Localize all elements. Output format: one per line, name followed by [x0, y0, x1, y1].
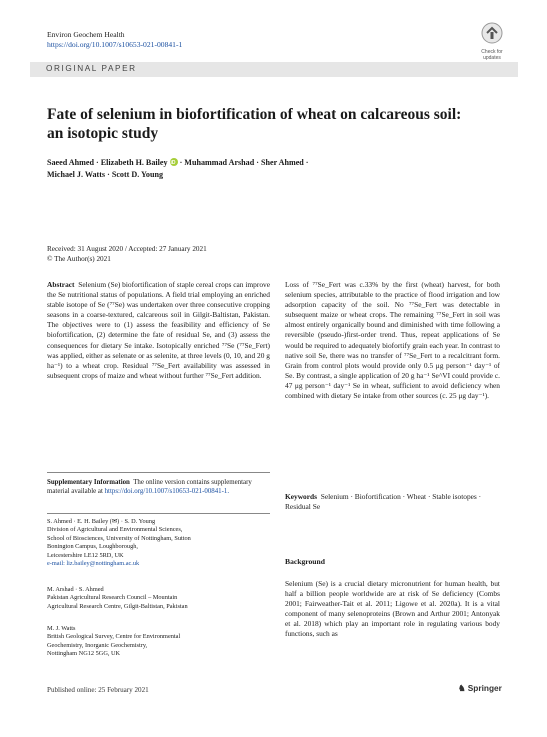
affiliation-1: [47, 518, 270, 568]
crossmark-label-1: Check for: [481, 49, 503, 55]
affil-line: Pakistan Agricultural Research Council – Mountain: [47, 594, 178, 602]
supplementary-label: Supplementary Information: [47, 479, 130, 486]
affil-line: Bonington Campus, Loughborough,: [47, 543, 138, 551]
received-accepted: Received: 31 August 2020 / Accepted: 27 January 2021: [47, 245, 207, 253]
crossmark-badge[interactable]: [474, 22, 510, 61]
supplementary-link[interactable]: https://doi.org/10.1007/s10653-021-00841-1.: [104, 488, 230, 495]
journal-header: [47, 30, 182, 50]
publisher-logo: [458, 683, 502, 693]
orcid-icon[interactable]: [170, 158, 178, 166]
divider: [47, 472, 270, 473]
springer-horse-icon: ♞: [458, 683, 466, 693]
article-title: Fate of selenium in biofortification of wheat on calcareous soil: an isotopic study: [47, 106, 462, 142]
affil-line: S. Ahmed · E. H. Bailey (✉) · S. D. Young: [47, 518, 156, 525]
divider: [47, 513, 270, 514]
crossmark-icon: [481, 22, 503, 44]
background-text: Selenium (Se) is a crucial dietary micronutrient for human health, but half a billion people worldwide are at risk of Se deficiency (Combs 2001; Fairweather-Tait et al. 2011; Ligowe et al. 2020a). It is a vital component of many selenoproteins (Brown and Arthur 2001; Antonyak et al. 2018) which play an important role in regulating various body functions, such as: [285, 579, 500, 639]
affil-line: Nottingham NG12 5GG, UK: [47, 650, 121, 658]
abstract-continued: Loss of ⁷⁷Se_Fert was c.33% by the first (wheat) harvest, for both selenium species, attributable to the practice of flood irrigation and low adsorption capacity of the soil. No ⁷⁷Se_Fert was detectable in subsequent maize or wheat crops. The remaining ⁷⁷Se_Fert in soil was almost entirely organically bound and diminished with time following a reversible (pseudo-)first-order trend. Thus, repeat applications of Se would be required to adequately biofortify grain each year. In contrast to native soil Se, there was no transfer of ⁷⁷Se_Fert to a recalcitrant form. Grain from control plots would provide only 0.5 μg person⁻¹ day⁻¹ of Se. By contrast, a single application of 20 g ha⁻¹ Se^VI could provide c. 47 μg person⁻¹ day⁻¹ Se in wheat, sufficient to avoid deficiency when combined with dietary Se intake from other sources (c. 25 μg day⁻¹).: [285, 280, 500, 401]
affiliation-2: [47, 586, 270, 611]
affil-line: School of Biosciences, University of Nottingham, Sutton: [47, 534, 191, 542]
author-list: [47, 157, 377, 181]
abstract-block: [47, 280, 270, 381]
affil-line: Geochemistry, Inorganic Geochemistry,: [47, 641, 148, 649]
affiliation-3: [47, 625, 270, 659]
affil-line: Division of Agricultural and Environmental Sciences,: [47, 526, 183, 534]
abstract-label: Abstract: [47, 280, 75, 289]
article-dates: [47, 244, 207, 264]
journal-doi[interactable]: https://doi.org/10.1007/s10653-021-00841-1: [47, 40, 183, 49]
background-heading: Background: [285, 557, 325, 566]
supplementary-info: [47, 478, 270, 496]
keywords-block: [285, 492, 500, 512]
affil-line: Leicestershire LE12 5RD, UK: [47, 551, 124, 559]
authors-line-1[interactable]: Saeed Ahmed · Elizabeth H. Bailey: [47, 158, 168, 167]
affil-line: Agricultural Research Centre, Gilgit-Baltistan, Pakistan: [47, 602, 188, 610]
abstract-text: Selenium (Se) biofortification of staple cereal crops can improve the Se nutritional status of populations. A field trial employing an enriched stable isotope of Se (⁷⁷Se) was undertaken over three consecutive cropping seasons in a coarse-textured, calcareous soil in Gilgit-Baltistan, Pakistan. The objectives were to (1) assess the feasibility and efficiency of Se biofortification, (2) determine the fate of residual Se, and (3) assess the consequences for dietary Se intake. Isotopically enriched ⁷⁷Se (⁷⁷Se_Fert) was applied, either as selenate or as selenite, at three levels (0, 10, and 20 g ha⁻¹) to a wheat crop. Residual ⁷⁷Se_Fert availability was assessed in subsequent crops of maize and wheat without further ⁷⁷Se_Fert addition.: [47, 280, 270, 380]
authors-line-2[interactable]: Michael J. Watts · Scott D. Young: [47, 170, 164, 179]
authors-line-1b[interactable]: · Muhammad Arshad · Sher Ahmed ·: [179, 158, 309, 167]
affil-email[interactable]: e-mail: liz.bailey@nottingham.ac.uk: [47, 560, 140, 568]
article-type-band: [30, 62, 518, 77]
keywords-label: Keywords: [285, 492, 318, 501]
publisher-name: Springer: [467, 683, 502, 693]
affil-line: M. Arshad · S. Ahmed: [47, 586, 104, 593]
journal-name: Environ Geochem Health: [47, 30, 125, 39]
keywords-text: Selenium · Biofortification · Wheat · Stable isotopes · Residual Se: [285, 492, 482, 511]
crossmark-label-2: updates: [483, 55, 501, 61]
article-type: ORIGINAL PAPER: [46, 64, 137, 73]
supplementary-text: The online version contains supplementary material available at: [47, 479, 252, 495]
affil-line: M. J. Watts: [47, 625, 76, 632]
published-date: Published online: 25 February 2021: [47, 686, 149, 694]
copyright: © The Author(s) 2021: [47, 255, 111, 263]
affil-line: British Geological Survey, Centre for Environmental: [47, 633, 181, 641]
